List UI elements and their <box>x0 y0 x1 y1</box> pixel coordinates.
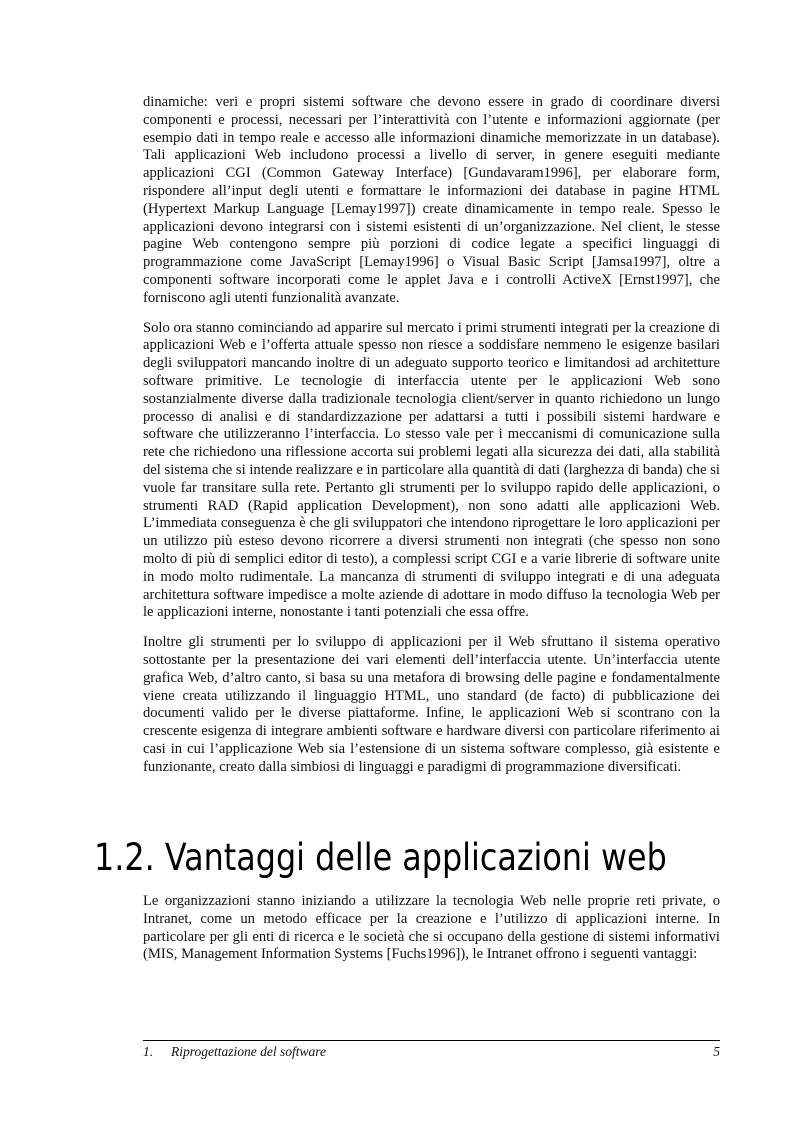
footer-chapter-title: Riprogettazione del software <box>171 1044 326 1059</box>
paragraph: Solo ora stanno cominciando ad apparire sul mercato i primi strumenti integrati per la creazione di applicazioni Web e l’offerta attuale spesso non riesce a soddisfare nemmeno le esigenze basilari degli sviluppatori mancando inoltre di un adeguato supporto teorico e limitandosi ad architetture software primitive. Le tecnologie di interfaccia utente per le applicazioni Web sono sostanzialmente diverse dalla tradizionale tecnologia client/server in quanto richiedono un lungo processo di analisi e di standardizzazione per adattarsi a tutti i possibili sistemi hardware e software che utilizzeranno l’interfaccia. Lo stesso vale per i meccanismi di comunicazione sulla rete che richiedono una riflessione accorta sui problemi legati alla sicurezza dei dati, alla stabilità del sistema che si intende realizzare e in particolare alla quantità di dati (larghezza di banda) che si vuole far transitare sulla rete. Pertanto gli strumenti per lo sviluppo rapido delle applicazioni, o strumenti RAD (Rapid application Development), non sono adatti alle applicazioni Web. L’immediata conseguenza è che gli sviluppatori che intendono riprogettare le loro applicazioni per un utilizzo più esteso devono ricorrere a diversi strumenti non integrati (che spesso non sono molto di più di semplici editor di testo), a complessi script CGI e a varie librerie di software unite in modo molto rudimentale. La mancanza di strumenti di sviluppo integrati e di una adeguata architettura software impedisce a molte aziende di adottare in modo diffuso la tecnologia Web per le applicazioni interne, nonostante i tanti potenziali che essa offre. <box>143 319 720 621</box>
page-number: 5 <box>713 1044 720 1059</box>
paragraph: Inoltre gli strumenti per lo sviluppo di applicazioni per il Web sfruttano il sistema operativo sottostante per la presentazione dei vari elementi dell’interfaccia utente. Un’interfaccia utente grafica Web, d’altro canto, si basa su una metafora di browsing delle pagine e fondamentalmente viene creata utilizzando il linguaggio HTML, uno standard (de facto) di pubblicazione dei documenti valido per le diverse piattaforme. Infine, le applicazioni Web si scontrano con la crescente esigenza di integrare ambienti software e hardware diversi con particolare riferimento ai casi in cui l’applicazione Web sia l’estensione di un sistema software complesso, già esistente e funzionante, creato dalla simbiosi di linguaggi e paradigmi di programmazione diversificati. <box>143 634 720 775</box>
body-text-bottom <box>143 893 720 976</box>
footer-rule <box>143 1040 720 1041</box>
footer-chapter-number: 1. <box>143 1044 154 1059</box>
body-text-top <box>143 94 720 788</box>
paragraph: dinamiche: veri e propri sistemi software che devono essere in grado di coordinare diversi componenti e processi, necessari per l’interattività con l’utente e informazioni aggiornate (per esempio dati in tempo reale e accesso alle informazioni dinamiche memorizzate in un database). Tali applicazioni Web includono processi a livello di server, in genere eseguiti mediante applicazioni CGI (Common Gateway Interface) [Gundavaram1996], per elaborare form, rispondere all’input degli utenti e formattare le informazioni dei database in pagine HTML (Hypertext Markup Language [Lemay1997]) create dinamicamente in tempo reale. Spesso le applicazioni devono integrarsi con i sistemi esistenti di un’organizzazione. Nel client, le stesse pagine Web contengono sempre più porzioni di codice legate a specifici linguaggi di programmazione come JavaScript [Lemay1996] o Visual Basic Script [Jamsa1997], oltre a componenti software incorporati come le applet Java e i controlli ActiveX [Ernst1997], che forniscono agli utenti funzionalità avanzate. <box>143 94 720 306</box>
footer-chapter <box>143 1044 326 1060</box>
section-heading: 1.2. Vantaggi delle applicazioni web <box>94 836 667 879</box>
paragraph: Le organizzazioni stanno iniziando a utilizzare la tecnologia Web nelle proprie reti private, o Intranet, come un metodo efficace per la creazione e l’utilizzo di applicazioni interne. In particolare per gli enti di ricerca e le società che si occupano della gestione di sistemi informativi (MIS, Management Information Systems [Fuchs1996]), le Intranet offrono i seguenti vantaggi: <box>143 893 720 963</box>
